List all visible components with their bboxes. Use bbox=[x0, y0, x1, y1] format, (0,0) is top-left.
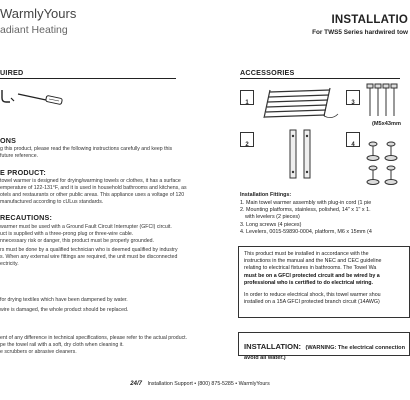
accessory-number-box bbox=[346, 90, 360, 105]
text-line: g this product, please read the following instructions carefully and keep this bbox=[0, 146, 173, 152]
notice-text bbox=[239, 247, 409, 306]
page-subtitle: For TWS5 Series hardwired tow bbox=[312, 29, 408, 36]
fittings-list bbox=[240, 200, 372, 236]
text-line: nnecessary risk or danger, this product must be properly grounded. bbox=[0, 238, 154, 245]
instructions-text bbox=[0, 146, 172, 160]
text-line: relating to electrical fixtures in bathrooms. The Towel Wa bbox=[244, 265, 377, 272]
brand-name: WarmlyYours bbox=[0, 6, 77, 21]
product-heading: E PRODUCT: bbox=[0, 168, 46, 177]
list-item: with levelers (2 pieces) bbox=[245, 214, 300, 221]
tools-rule bbox=[0, 78, 176, 79]
text-line: e scrubbers or abrasive cleaners. bbox=[0, 349, 77, 356]
screws-illustration bbox=[366, 80, 400, 120]
text-line: towel warmer is designed for drying/warming towels or clothes, it has a surface bbox=[0, 178, 181, 184]
precautions-text bbox=[0, 224, 178, 269]
support-badge: 24/7 bbox=[130, 381, 142, 387]
electrical-notice-box bbox=[238, 246, 410, 318]
text-line: manufactured according to cULus standards. bbox=[0, 199, 104, 206]
product-text bbox=[0, 178, 187, 206]
support-text: Installation Support • (800) 875-5285 • WarmlyYours bbox=[147, 381, 270, 387]
accessory-number-box bbox=[240, 90, 254, 105]
accessory-number: 2 bbox=[245, 142, 249, 148]
accessory-number: 1 bbox=[245, 100, 249, 106]
mounting-platform-icon bbox=[286, 128, 316, 180]
page-title: INSTALLATIO bbox=[331, 14, 408, 26]
accessories-rule bbox=[240, 78, 400, 79]
screw-icon bbox=[366, 80, 400, 120]
support-footer bbox=[0, 381, 400, 387]
text-line: This product must be installed in accordance with the bbox=[244, 251, 369, 257]
text-line: emperature of 122-131°F, and it is used in household bathrooms and kitchens, as bbox=[0, 185, 187, 192]
text-line: instructions in the manual and the NEC and CEC guideline bbox=[244, 258, 382, 265]
mounting-platforms-illustration bbox=[286, 128, 316, 180]
list-item: 1. Main towel warmer assembly with plug-in cord (1 pie bbox=[240, 200, 372, 206]
installation-warning-text2: avoid all water.) bbox=[244, 355, 286, 361]
instructions-heading: ONS bbox=[0, 136, 17, 145]
text-line: warmer must be used with a Ground Fault Circuit Interrupter (GFCI) circuit. bbox=[0, 224, 172, 230]
accessories-heading: ACCESSORIES bbox=[240, 68, 295, 77]
list-item: 4. Levelers, 0015-59890-0004, platform, M6 x 15mm (4 bbox=[240, 228, 372, 235]
installation-warning-box bbox=[238, 332, 410, 361]
text-line: s. When any external wire fittings are required, the unit must be disconnected bbox=[0, 254, 178, 261]
accessory-number: 3 bbox=[351, 100, 355, 106]
text-line: installed on a 15A GFCI protected branch circuit (14AWG) bbox=[244, 299, 380, 306]
towel-warmer-icon bbox=[262, 84, 342, 124]
tools-heading: UIRED bbox=[0, 68, 24, 77]
accessory-number-box bbox=[346, 132, 360, 147]
text-line: future reference. bbox=[0, 153, 39, 160]
accessory-number-box bbox=[240, 132, 254, 147]
screw-size-label: (M5x43mm bbox=[372, 121, 401, 127]
accessory-number: 4 bbox=[351, 142, 355, 148]
installation-warning bbox=[239, 333, 409, 361]
installation-warning-text: (WARNING: The electrical connection bbox=[305, 345, 406, 351]
text-line: professional who is certified to do electrical wiring. bbox=[244, 279, 373, 286]
list-item: 2. Mounting platforms, stainless, polished, 14" x 1" x 1. bbox=[240, 207, 371, 214]
text-line: must be on a GFCI protected circuit and be wired by a bbox=[244, 272, 380, 279]
text-line: In order to reduce electrical shock, this towel warmer shou bbox=[244, 292, 381, 299]
text-line: wire is damaged, the whole product should be replaced. bbox=[0, 307, 129, 314]
text-line: ectricity. bbox=[0, 261, 19, 268]
tools-illustration bbox=[0, 86, 80, 108]
text-line: ent of any difference in technical specifications, please refer to the actual product. bbox=[0, 335, 188, 341]
screwdriver-icon bbox=[0, 86, 80, 108]
text-line: uct is supplied with a three-prong plug or three-wire cable. bbox=[0, 231, 134, 238]
text-line: pe the towel rail with a soft, dry cloth when cleaning it. bbox=[0, 342, 124, 349]
list-item: 3. Long screws (4 pieces) bbox=[240, 221, 302, 228]
text-line: otels and restaurants or other public areas. This appliance uses a voltage of 120 bbox=[0, 192, 185, 199]
towel-warmer-illustration bbox=[262, 84, 342, 124]
installation-label: INSTALLATION: bbox=[244, 342, 302, 351]
usage-text bbox=[0, 297, 128, 314]
leveler-icon bbox=[364, 140, 400, 186]
text-line: rs must be done by a qualified technician who is deemed qualified by industry bbox=[0, 247, 178, 254]
levelers-illustration bbox=[364, 140, 400, 186]
notes-text bbox=[0, 335, 187, 356]
brand-tagline: adiant Heating bbox=[0, 24, 68, 36]
text-line: for drying textiles which have been dampened by water. bbox=[0, 297, 128, 303]
precautions-heading: RECAUTIONS: bbox=[0, 213, 53, 222]
fittings-heading: Installation Fittings: bbox=[240, 192, 292, 198]
